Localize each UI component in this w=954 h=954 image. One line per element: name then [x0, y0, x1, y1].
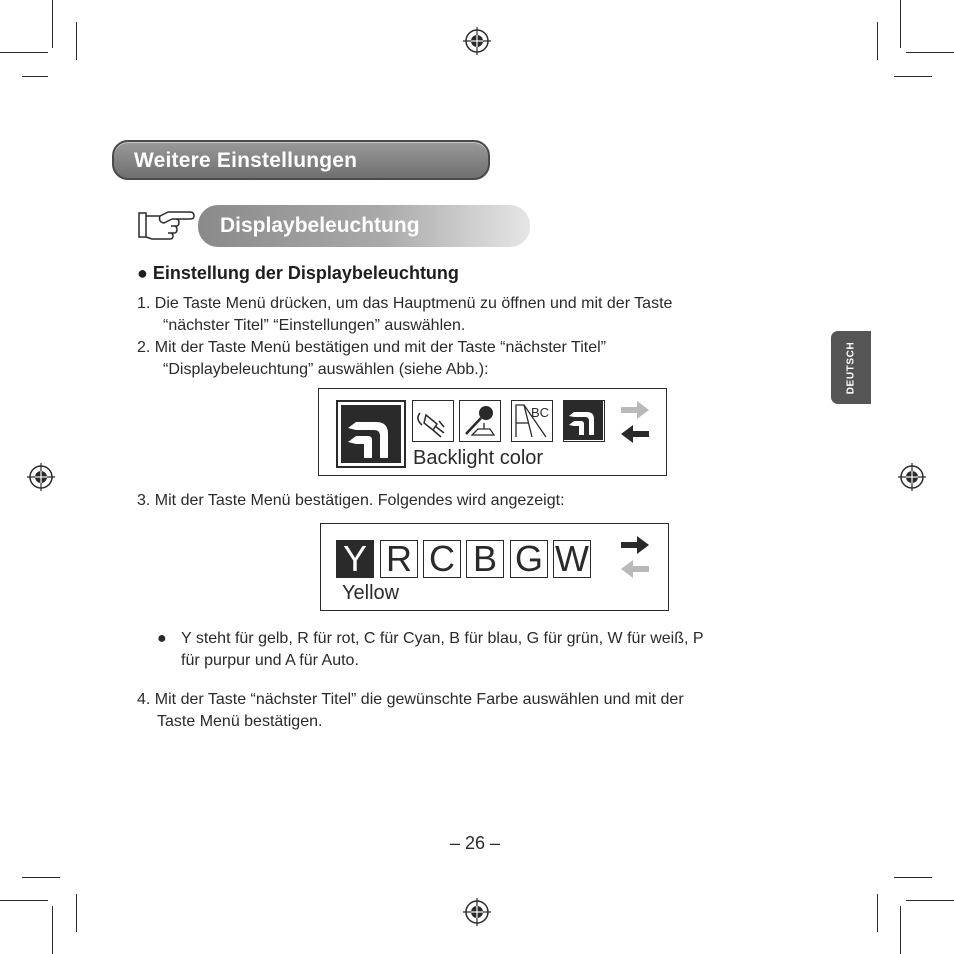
microphone-icon — [459, 400, 501, 442]
color-option-y: Y — [336, 540, 374, 578]
note-line-1: Y steht für gelb, R für rot, C für Cyan, B für blau, G für grün, W für weiß, P — [181, 630, 704, 647]
section-banner — [112, 140, 490, 180]
step-1-line-2: “nächster Titel” “Einstellungen” auswählen. — [163, 317, 466, 334]
crop-mark — [894, 877, 932, 878]
navigation-arrows-icon — [619, 534, 651, 580]
language-tab — [831, 331, 871, 404]
navigation-arrows-icon — [619, 399, 651, 445]
step-2-line-2: “Displaybeleuchtung” auswählen (siehe Abb.): — [163, 361, 489, 378]
pointing-hand-icon — [138, 210, 196, 242]
crop-mark — [877, 22, 878, 60]
color-option-w: W — [553, 540, 591, 578]
step-4-line-2: Taste Menü bestätigen. — [157, 713, 323, 730]
yellow-label: Yellow — [342, 582, 400, 604]
subsection-banner — [198, 205, 530, 247]
color-option-g: G — [510, 540, 548, 578]
crop-mark — [894, 76, 932, 77]
device-screen-backlight-menu — [318, 388, 667, 476]
backlight-icon — [336, 400, 406, 468]
step-3: 3. Mit der Taste Menü bestätigen. Folgendes wird angezeigt: — [137, 492, 565, 509]
registration-mark-icon — [27, 463, 55, 491]
note-bullet: ● — [157, 630, 167, 647]
crop-mark — [52, 0, 53, 48]
crop-mark — [22, 877, 60, 878]
abc-icon — [511, 400, 553, 442]
crop-mark — [22, 76, 48, 77]
crop-mark — [0, 900, 48, 901]
crop-mark — [900, 906, 901, 954]
subsection-title: Displaybeleuchtung — [220, 214, 420, 237]
backlight-color-label: Backlight color — [413, 447, 544, 469]
note-line-2: für purpur und A für Auto. — [181, 652, 359, 669]
step-1-line-1: 1. Die Taste Menü drücken, um das Hauptmenü zu öffnen und mit der Taste — [137, 295, 673, 312]
color-option-r: R — [380, 540, 418, 578]
crop-mark — [906, 52, 954, 53]
backlight-small-icon — [563, 400, 605, 442]
step-2-line-1: 2. Mit der Taste Menü bestätigen und mit der Taste “nächster Titel” — [137, 339, 606, 356]
crop-mark — [52, 906, 53, 954]
step-4-line-1: 4. Mit der Taste “nächster Titel” die gewünschte Farbe auswählen und mit der — [137, 691, 684, 708]
registration-mark-icon — [898, 463, 926, 491]
instruction-heading: ● Einstellung der Displaybeleuchtung — [137, 263, 459, 283]
page-number: – 26 – — [450, 833, 501, 853]
crop-mark — [76, 22, 77, 60]
crop-mark — [76, 894, 77, 932]
section-title: Weitere Einstellungen — [134, 149, 358, 172]
registration-mark-icon — [463, 27, 491, 55]
device-screen-color-select — [320, 523, 669, 611]
crop-mark — [906, 900, 954, 901]
crop-mark — [900, 0, 901, 48]
language-tab-label: DEUTSCH — [845, 341, 857, 394]
color-option-b: B — [466, 540, 504, 578]
crop-mark — [0, 52, 48, 53]
color-option-c: C — [423, 540, 461, 578]
plug-icon — [412, 400, 454, 442]
crop-mark — [877, 894, 878, 932]
registration-mark-icon — [463, 898, 491, 926]
svg-text:BC: BC — [531, 405, 550, 420]
